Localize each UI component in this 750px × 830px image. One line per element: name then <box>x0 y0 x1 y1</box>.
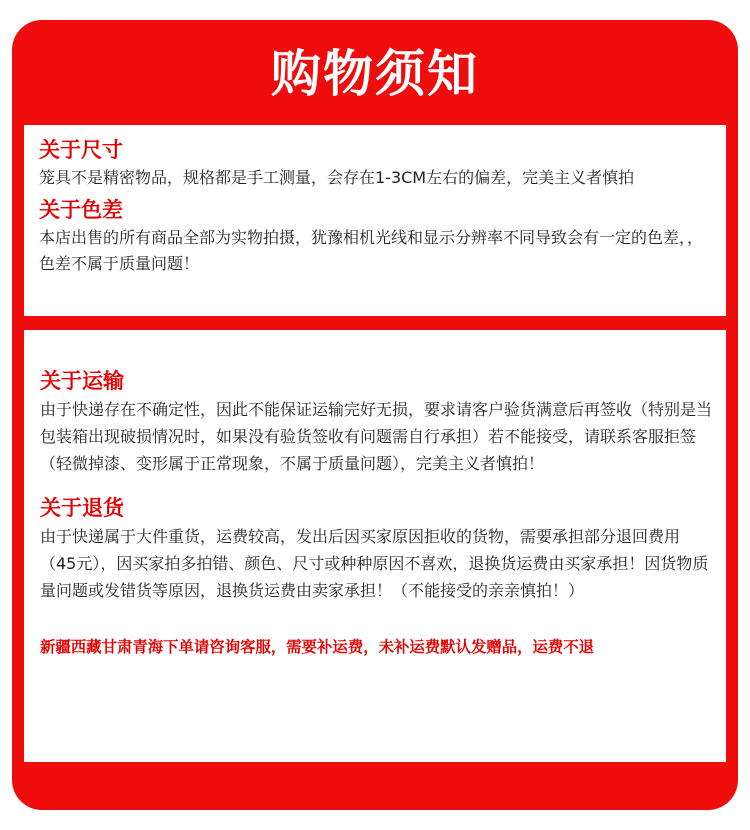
page-title: 购物须知 <box>271 45 479 103</box>
section-heading-color: 关于色差 <box>39 198 123 222</box>
section-heading-shipping: 关于运输 <box>40 369 124 393</box>
section-body-shipping: 由于快递存在不确定性，因此不能保证运输完好无损，要求请客户验货满意后再签收（特别是当包装箱出现破损情况时，如果没有验货签收有问题需自行承担）若不能接受，请联系客服拒签（轻微掉漆、变形属于正常现象，不属于质量问题），完美主义者慎拍！ <box>40 400 713 473</box>
section-return <box>40 493 712 604</box>
remote-region-notice: 新疆西藏甘肃青海下单请咨询客服，需要补运费，未补运费默认发赠品，运费不退 <box>40 638 595 656</box>
section-body-size: 笼具不是精密物品，规格都是手工测量，会存在1-3CM左右的偏差，完美主义者慎拍 <box>39 168 635 187</box>
section-body-color: 本店出售的所有商品全部为实物拍摄，犹豫相机光线和显示分辨率不同导致会有一定的色差，，色差不属于质量问题！ <box>39 228 704 273</box>
shipping-return-panel <box>24 330 726 762</box>
section-heading-return: 关于退货 <box>40 496 124 520</box>
section-body-return: 由于快递属于大件重货，运费较高，发出后因买家原因拒收的货物，需要承担部分退回费用（45元），因买家拍多拍错、颜色、尺寸或种种原因不喜欢，退换货运费由买家承担！因货物质量问题或发错货等原因，退换货运费由卖家承担！（不能接受的亲亲慎拍！） <box>40 527 709 600</box>
section-size <box>39 135 712 191</box>
section-color <box>39 195 712 277</box>
size-color-panel <box>24 125 726 316</box>
section-shipping <box>40 366 712 477</box>
section-heading-size: 关于尺寸 <box>39 138 123 162</box>
